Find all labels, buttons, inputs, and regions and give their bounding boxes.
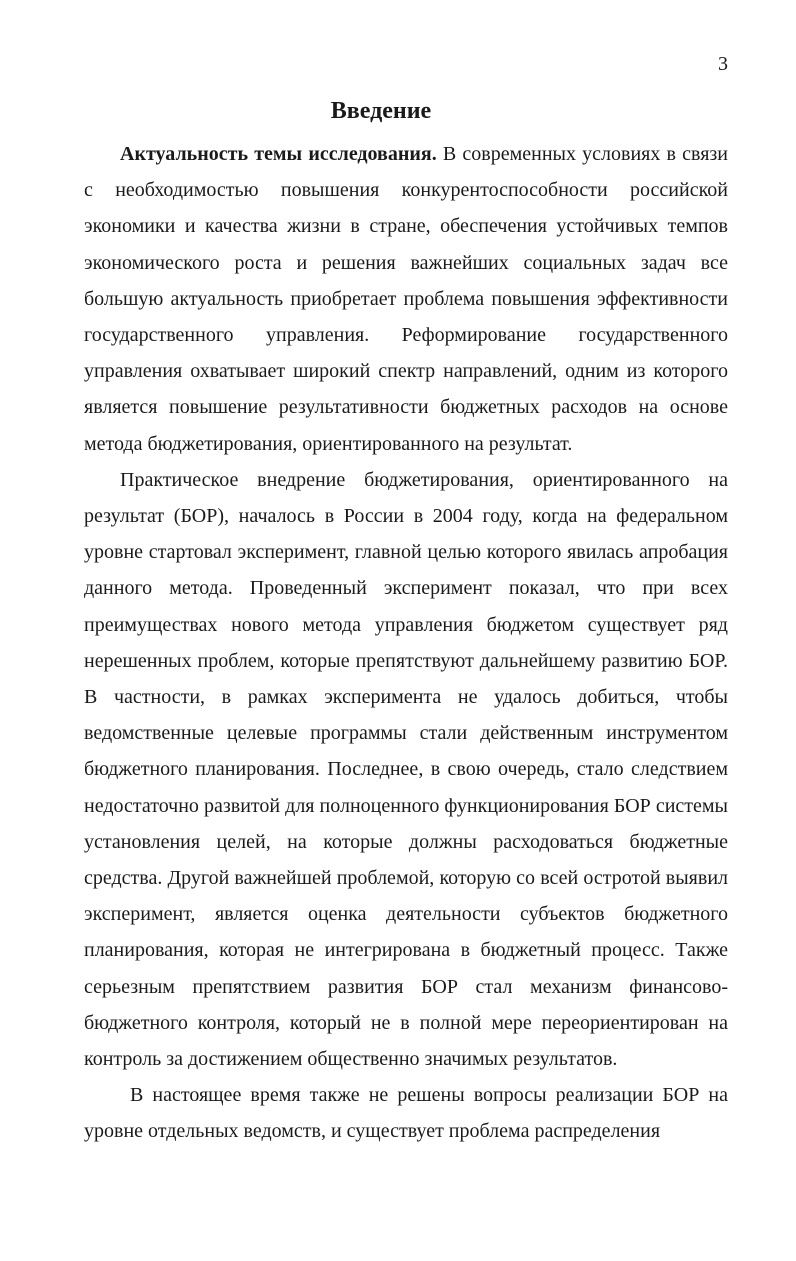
paragraph-lead: Актуальность темы исследования. bbox=[120, 143, 437, 165]
paragraph-current-issues bbox=[84, 1077, 728, 1149]
page-number: 3 bbox=[718, 53, 728, 75]
paragraph-practical-implementation bbox=[84, 462, 728, 1077]
paragraph-text: В современных условиях в связи с необходимостью повышения конкурентоспособности российской экономики и качества жизни в стране, обеспечения устойчивых темпов экономического роста и решения важнейших социальных задач все большую актуальность приобретает проблема повышения эффективности государственного управления. Реформирование государственного управления охватывает широкий спектр направлений, одним из которого является повышение результативности бюджетных расходов на основе метода бюджетирования, ориентированного на результат. bbox=[84, 143, 728, 455]
paragraph-text: В настоящее время также не решены вопросы реализации БОР на уровне отдельных ведомств, и существует проблема распределения bbox=[84, 1084, 728, 1143]
paragraph-relevance bbox=[84, 136, 728, 462]
paragraph-text: Практическое внедрение бюджетирования, ориентированного на результат (БОР), началось в России в 2004 году, когда на федеральном уровне стартовал эксперимент, главной целью которого явилась апробация данного метода. Проведенный эксперимент показал, что при всех преимуществах нового метода управления бюджетом существует ряд нерешенных проблем, которые препятствуют дальнейшему развитию БОР. В частности, в рамках эксперимента не удалось добиться, чтобы ведомственные целевые программы стали действенным инструментом бюджетного планирования. Последнее, в свою очередь, стало следствием недостаточно развитой для полноценного функционирования БОР системы установления целей, на которые должны расходоваться бюджетные средства. Другой важнейшей проблемой, которую со всей остротой выявил эксперимент, является оценка деятельности субъектов бюджетного планирования, которая не интегрирована в бюджетный процесс. Также серьезным препятствием развития БОР стал механизм финансово-бюджетного контроля, который не в полной мере переориентирован на контроль за достижением общественно значимых результатов. bbox=[84, 468, 728, 1071]
body-text bbox=[84, 136, 728, 1150]
page-title: Введение bbox=[330, 98, 432, 124]
